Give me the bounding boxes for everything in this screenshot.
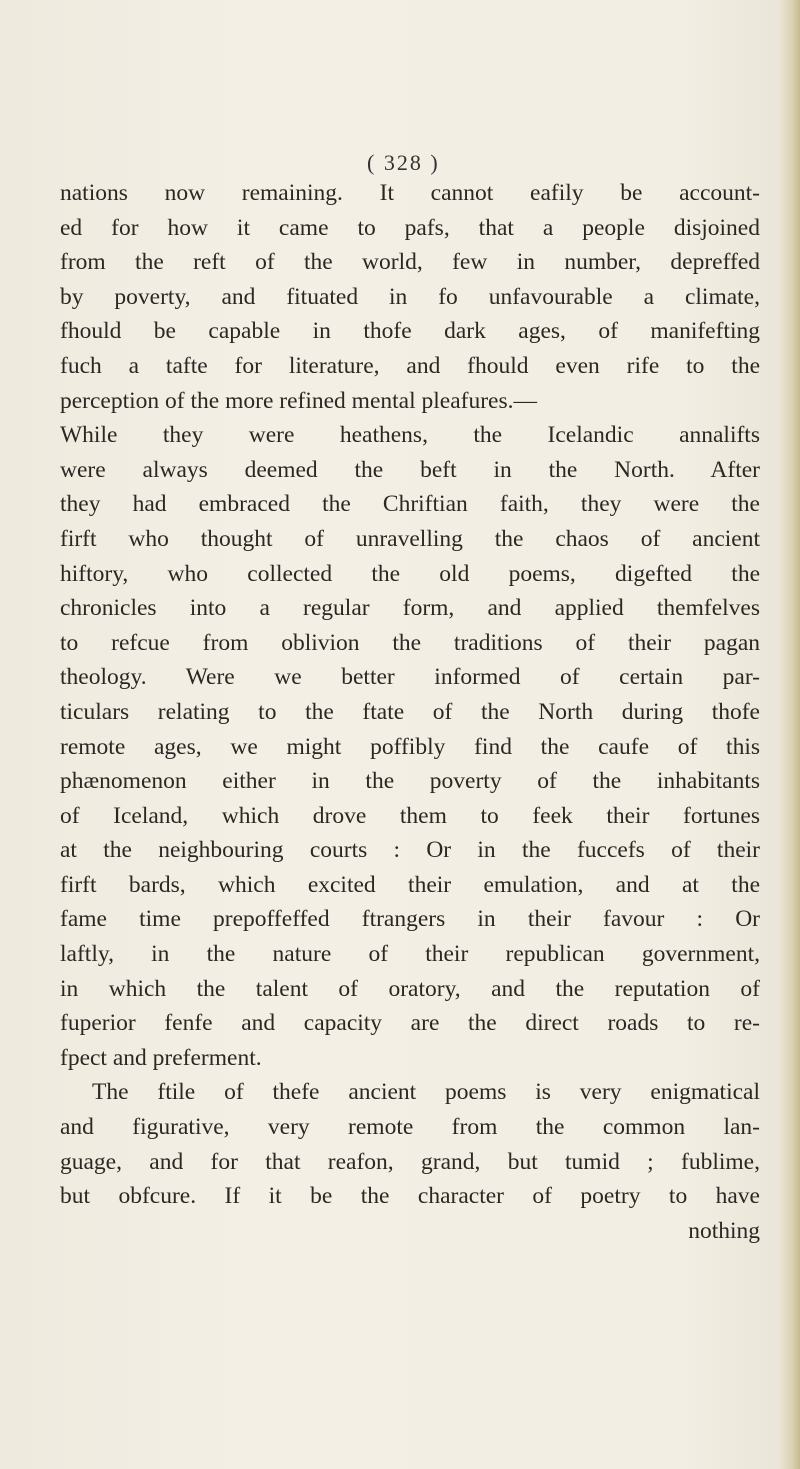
text-line: laftly, in the nature of their republican government, xyxy=(60,941,760,968)
text-line: remote ages, we might poffibly find the caufe of this xyxy=(60,733,760,760)
text-line: fhould be capable in thofe dark ages, of manifefting xyxy=(60,318,760,345)
text-line: firft bards, which excited their emulation, and at the xyxy=(60,871,760,898)
text-line: firft who thought of unravelling the chaos of ancient xyxy=(60,525,760,552)
page-edge-shadow xyxy=(778,0,800,1469)
text-line: from the reft of the world, few in number, depreffed xyxy=(60,249,760,276)
text-line: The ftile of thefe ancient poems is very enigmatical xyxy=(92,1079,760,1106)
text-line: but obfcure. If it be the character of poetry to have xyxy=(60,1183,760,1210)
text-line: fuperior fenfe and capacity are the direct roads to re- xyxy=(60,1010,760,1037)
text-line: by poverty, and fituated in fo unfavourable a climate, xyxy=(60,283,760,310)
text-line: nations now remaining. It cannot eafily be account- xyxy=(60,180,760,206)
text-line: fpect and preferment. xyxy=(60,1044,262,1071)
text-line: and figurative, very remote from the common lan- xyxy=(60,1114,760,1141)
text-line: hiftory, who collected the old poems, digefted the xyxy=(60,560,760,587)
text-line: fame time prepoffeffed ftrangers in their favour : Or xyxy=(60,906,760,933)
text-line: of Iceland, which drove them to feek their fortunes xyxy=(60,802,760,829)
text-line: were always deemed the beft in the North. After xyxy=(60,456,760,483)
text-line: phænomenon either in the poverty of the inhabitants xyxy=(60,768,760,795)
text-line: While they were heathens, the Icelandic annalifts xyxy=(60,422,760,449)
body-text xyxy=(60,176,760,1248)
text-line: they had embraced the Chriftian faith, they were the xyxy=(60,491,760,518)
page-number: ( 328 ) xyxy=(367,150,440,175)
text-line: theology. Were we better informed of certain par- xyxy=(60,664,760,691)
text-line: ticulars relating to the ftate of the North during thofe xyxy=(60,698,760,725)
catchword: nothing xyxy=(688,1217,760,1244)
text-line: at the neighbouring courts : Or in the fuccefs of their xyxy=(60,837,760,864)
text-line: fuch a tafte for literature, and fhould even rife to the xyxy=(60,352,760,379)
text-line: chronicles into a regular form, and applied themfelves xyxy=(60,595,760,622)
text-line: to refcue from oblivion the traditions of their pagan xyxy=(60,629,760,656)
text-line: perception of the more refined mental pleafures.— xyxy=(60,387,537,414)
text-line: guage, and for that reafon, grand, but tumid ; fublime, xyxy=(60,1148,760,1175)
text-line: in which the talent of oratory, and the reputation of xyxy=(60,975,760,1002)
text-line: ed for how it came to pafs, that a people disjoined xyxy=(60,214,760,241)
